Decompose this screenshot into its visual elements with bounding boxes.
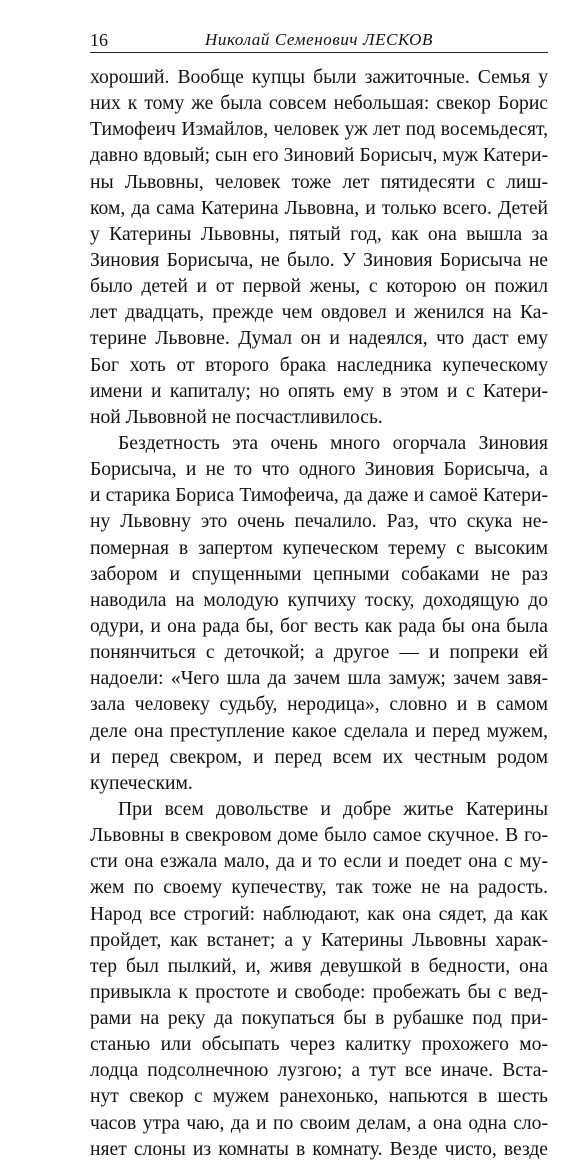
- text-line: лодца подсолнечною лузгою; а тут все иначе. Вста-: [90, 1060, 548, 1082]
- text-line: Народ все строгий: наблюдают, как она сядет, да как: [90, 903, 548, 925]
- text-line: хороший. Вообще купцы были зажиточные. Семья у: [90, 67, 548, 88]
- text-line: одури, и она рада бы, бог весть как рада бы она была: [90, 615, 548, 637]
- text-line: купеческим.: [90, 772, 193, 794]
- text-line: пройдет, как встанет; а у Катерины Львовны харак-: [90, 929, 548, 951]
- text-line: часов утра чаю, да и по своим делам, а она одна сло-: [90, 1112, 548, 1134]
- paragraph: [90, 797, 548, 1163]
- paragraph: [90, 431, 548, 797]
- text-line: При всем довольстве и добре житье Катерины: [118, 798, 548, 820]
- text-line: Борисыча, и не то что одного Зиновия Борисыча, а: [90, 459, 548, 481]
- text-line: померная в запертом купеческом терему с высоким: [90, 537, 548, 559]
- text-line: тер был пылкий, и, живя девушкой в бедности, она: [90, 955, 548, 977]
- text-line: давно вдовый; сын его Зиновий Борисыч, муж Катери-: [90, 145, 548, 167]
- text-line: Львовны в свекровом доме было самое скучное. В го-: [90, 825, 548, 847]
- running-header: [90, 30, 548, 53]
- body-text: [90, 65, 548, 1163]
- text-line: лет двадцать, прежде чем овдовел и женился на Ка-: [90, 302, 548, 324]
- text-line: деле она преступление какое сделала и перед мужем,: [90, 720, 548, 742]
- text-line: сти она езжала мало, да и то если и поедет она с му-: [90, 851, 548, 873]
- paragraph: [90, 65, 548, 431]
- page-number: 16: [90, 30, 108, 50]
- text-line: и старика Бориса Тимофеича, да даже и самоё Катери-: [90, 485, 548, 507]
- text-line: имени и капиталу; но опять ему в этом и с Катери-: [90, 380, 548, 402]
- text-line: Бог хоть от второго брака наследника купеческому: [90, 354, 548, 376]
- text-line: ны Львовны, человек тоже лет пятидесяти с лиш-: [90, 171, 548, 193]
- text-line: ной Львовной не посчастливилось.: [90, 406, 383, 428]
- text-line: Тимофеич Измайлов, человек уж лет под восемьдесят,: [90, 119, 548, 141]
- text-line: няет слоны из комнаты в комнату. Везде чисто, везде: [90, 1138, 548, 1160]
- text-line: забором и спущенными цепными собаками не раз: [90, 563, 548, 585]
- text-line: жем по своему купечеству, так тоже не на радость.: [90, 877, 548, 899]
- text-line: надоели: «Чего шла да зачем шла замуж; зачем завя-: [90, 668, 548, 690]
- text-line: понянчиться с деточкой; а другое — и попреки ей: [90, 642, 548, 664]
- text-line: наводила на молодую купчиху тоску, доходящую до: [90, 589, 548, 611]
- text-line: ком, да сама Катерина Львовна, и только всего. Детей: [90, 197, 548, 219]
- text-line: у Катерины Львовны, пятый год, как она вышла за: [90, 223, 548, 245]
- text-line: и перед свекром, и перед всем их честным родом: [90, 746, 548, 768]
- text-line: Зиновия Борисыча, не было. У Зиновия Борисыча не: [90, 249, 548, 271]
- text-line: привыкла к простоте и свободе: пробежать бы с вед-: [90, 981, 548, 1003]
- text-line: них к тому же была совсем небольшая: свекор Борис: [90, 93, 548, 115]
- text-line: зала человеку судьбу, неродица», словно и в самом: [90, 694, 548, 716]
- text-line: терине Львовне. Думал он и надеялся, что даст ему: [90, 328, 548, 350]
- text-line: нут свекор с мужем ранехонько, напьются в шесть: [90, 1086, 548, 1108]
- text-line: рами на реку да покупаться бы в рубашке под при-: [90, 1008, 548, 1030]
- text-line: ну Львовну это очень печалило. Раз, что скука не-: [90, 511, 548, 533]
- running-title: Николай Семенович ЛЕСКОВ: [205, 30, 433, 49]
- text-line: было детей и от первой жены, с которою он пожил: [90, 276, 548, 298]
- text-line: станью или обсыпать через калитку прохожего мо-: [90, 1034, 548, 1056]
- text-line: Бездетность эта очень много огорчала Зиновия: [118, 432, 548, 454]
